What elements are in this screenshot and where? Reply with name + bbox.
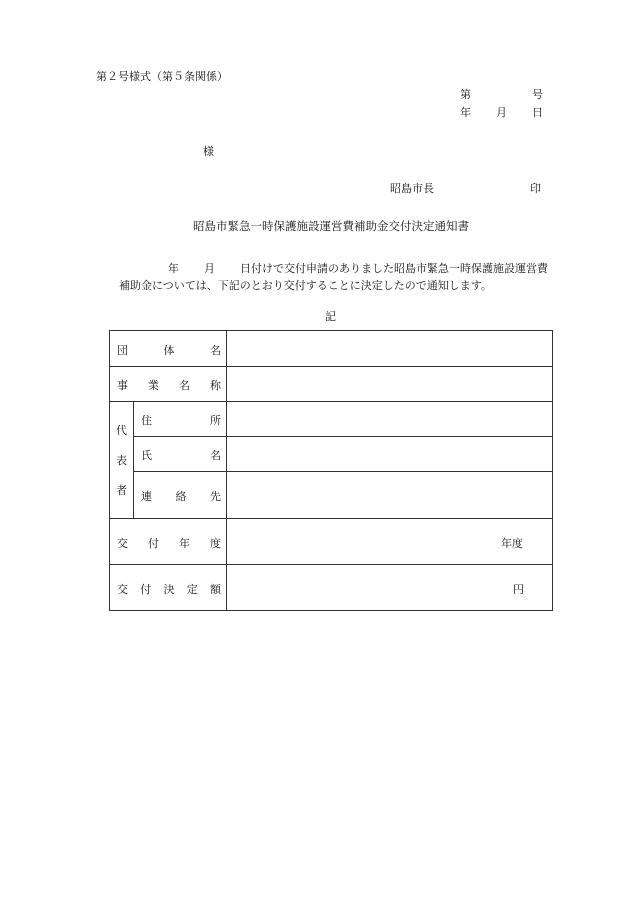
label-address: 住 所 — [141, 414, 221, 427]
column-divider — [133, 401, 134, 518]
ki-heading: 記 — [325, 310, 336, 323]
row-divider — [110, 564, 552, 565]
application-table — [109, 330, 553, 611]
amount-unit: 円 — [513, 583, 524, 596]
body-line2: 補助金については、下記のとおり交付することに決定したので通知します。 — [119, 279, 492, 292]
date-day: 日 — [532, 106, 543, 119]
row-divider — [110, 366, 552, 367]
document-title: 昭島市緊急一時保護施設運営費補助金交付決定通知書 — [193, 219, 469, 233]
label-amount: 交 付 決 定 額 — [117, 583, 221, 596]
row-divider — [133, 436, 552, 437]
date-month: 月 — [496, 106, 507, 119]
row-divider — [133, 471, 552, 472]
doc-number-prefix: 第 — [460, 88, 471, 101]
label-group-name: 団 体 名 — [117, 344, 221, 357]
label-business-name: 事 業 名 称 — [117, 379, 221, 392]
body-month: 月 — [204, 262, 215, 275]
label-person-name: 氏 名 — [141, 449, 221, 462]
seal-mark: 印 — [530, 182, 541, 195]
label-fiscal-year: 交 付 年 度 — [117, 537, 221, 550]
body-year: 年 — [168, 262, 179, 275]
row-divider — [110, 518, 552, 519]
date-year: 年 — [460, 106, 471, 119]
doc-number-suffix: 号 — [532, 88, 543, 101]
addressee-suffix: 様 — [203, 145, 214, 158]
issuer-title: 昭島市長 — [390, 182, 434, 195]
label-contact: 連 絡 先 — [141, 490, 221, 503]
label-representative: 代 表 者 — [116, 424, 127, 497]
body-line1: 日付けで交付申請のありました昭島市緊急一時保護施設運営費 — [240, 262, 548, 275]
fiscal-year-unit: 年度 — [501, 537, 523, 550]
row-divider — [110, 401, 552, 402]
column-divider — [226, 331, 227, 610]
form-number: 第２号様式（第５条関係） — [96, 70, 228, 83]
